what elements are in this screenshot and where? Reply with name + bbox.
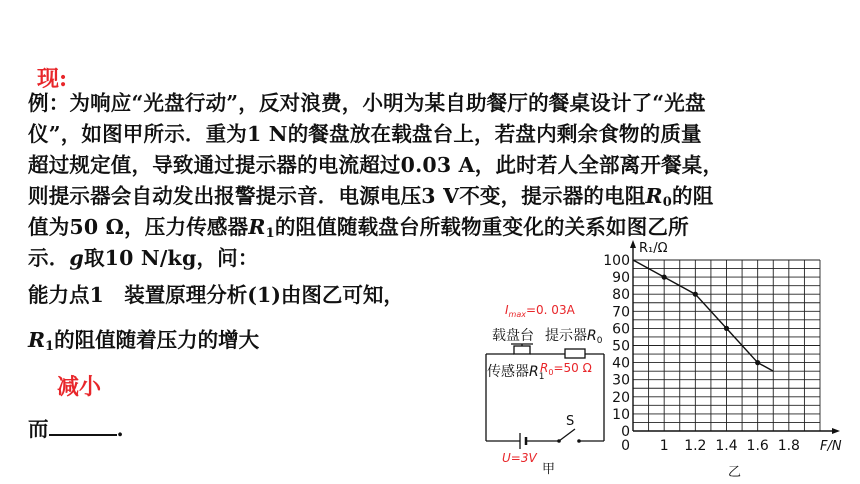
x-tick-label: 1 (659, 438, 669, 454)
imax-label: $I_{max}=0$. 03A (505, 303, 575, 319)
data-point (724, 326, 729, 331)
data-point (755, 360, 760, 365)
problem-line-4: 则提示器会自动发出报警提示音．电源电压3 V不变，提示器的电阻$R_0$的阻 (28, 184, 714, 210)
y-tick-label: 80 (612, 287, 630, 304)
prompter-resistor (565, 349, 585, 358)
problem-line-1: 例：为响应“光盘行动”，反对浪费，小明为某自助餐厅的餐桌设计了“光盘 (28, 91, 706, 115)
fill-blank-line: 而 . (28, 417, 124, 441)
figure-caption-yi: 乙 (728, 465, 742, 480)
ability-point-label: 能力点1 装置原理分析(1)由图乙可知， (28, 283, 404, 307)
sensor-resistor (514, 346, 530, 354)
r1-question-line: $R_1$的阻值随着压力的增大 (28, 328, 260, 354)
figure-caption-jia: 甲 (542, 462, 556, 477)
y-tick-label: 70 (612, 304, 630, 321)
data-point (693, 292, 698, 297)
y-tick-label: 100 (603, 253, 630, 269)
voltage-label: U=3V (502, 451, 537, 465)
sensor-label: 传感器$R_1$ (487, 364, 545, 382)
x-tick-label: 1.8 (777, 438, 800, 454)
resistance-force-chart (600, 236, 858, 482)
y-tick-label: 0 (621, 424, 630, 440)
x-tick-label: 1.6 (746, 438, 769, 454)
y-tick-label: 90 (612, 270, 630, 287)
y-tick-label: 40 (612, 355, 630, 372)
problem-line-3: 超过规定值，导致通过提示器的电流超过0.03 A，此时若人全部离开餐桌， (28, 153, 724, 177)
prompter-label: 提示器$R_0$ (545, 328, 603, 346)
switch-contact (577, 439, 581, 443)
problem-line-6: 示．g取10 N/kg，问： (28, 246, 259, 270)
x-axis-arrow (832, 428, 840, 434)
y-tick-label: 60 (612, 321, 630, 338)
problem-line-5: 值为50 Ω，压力传感器$R_1$的阻值随载盘台所载物重变化的关系如图乙所 (28, 215, 689, 241)
y-axis-label: R₁/Ω (639, 241, 668, 256)
platform-label: 载盘台 (492, 328, 534, 344)
y-axis-arrow (630, 240, 636, 248)
chart-grid (633, 260, 820, 431)
problem-line-2: 仪”，如图甲所示．重为1 N的餐盘放在载盘台上，若盘内剩余食物的质量 (28, 122, 702, 146)
y-tick-label: 50 (612, 338, 630, 355)
data-point (662, 275, 667, 280)
answer-text: 减小 (57, 374, 102, 400)
section-heading: 现: (37, 66, 68, 92)
y-tick-label: 30 (612, 372, 630, 389)
switch-label: S (566, 414, 575, 429)
y-tick-label: 10 (612, 406, 630, 423)
origin-label: 0 (621, 438, 630, 454)
x-axis-label: F/N (820, 439, 842, 454)
r0-value-label: $R_0=50$ Ω (540, 361, 592, 377)
x-tick-label: 1.2 (684, 438, 707, 454)
answer-blank (49, 416, 117, 436)
x-tick-label: 1.4 (715, 438, 738, 454)
switch-lever (559, 429, 575, 441)
y-tick-label: 20 (612, 389, 630, 406)
